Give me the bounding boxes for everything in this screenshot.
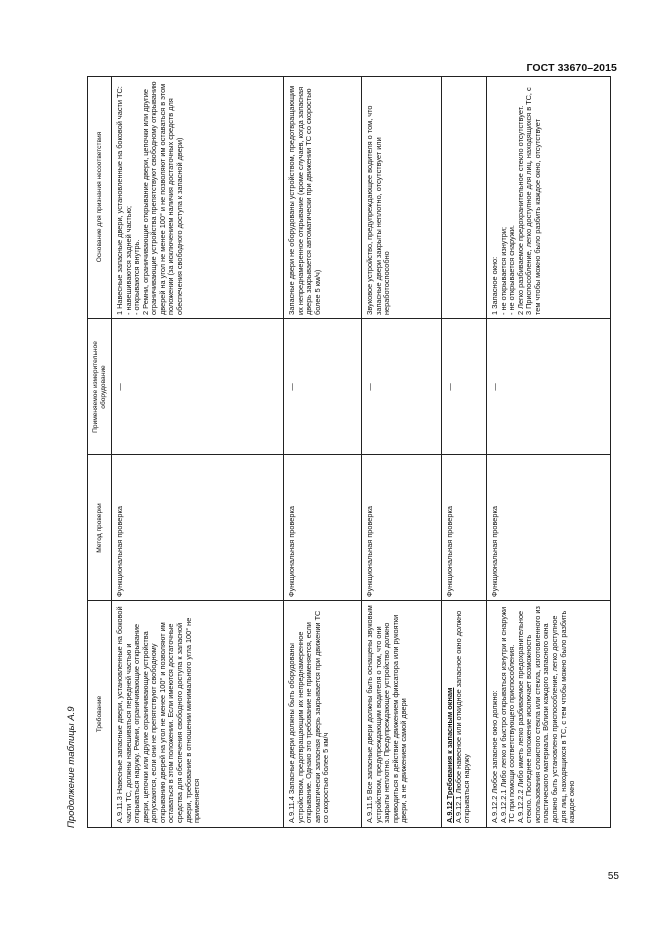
column-header-requirement: Требование [96,695,104,733]
equipment-cell: — [115,383,124,391]
requirement-text: А.9.11.3 Навесные запасные двери, установленные на боковой части ТС, должны навешиваться передней частью и открываться наружу. Ремни, ограничивающие открывание двери, цепочки или другие ограничивающие устройства допускаются, если они не препятствуют свободному открыванию дверей на угол не менее 100° и позволяют им оставаться в этом положении. Если имеются достаточные средства для обеспечения свободного доступа к запасной двери, требование в отношении минимального угла 100° не применяется [115,606,202,823]
requirement-cell [487,601,612,827]
noncompliance-line: 2 Легко разбиваемое предохранительное стекло отсутствует. [515,105,525,315]
column-divider [88,318,610,319]
table-caption: Продолжение таблицы А.9 [66,706,77,828]
noncompliance-line: 1 Навесные запасные двери, установленные на боковой части ТС: [115,86,124,315]
table-row [362,77,442,827]
noncompliance-line: 1 Запасное окно: [490,256,499,315]
column-header-equipment: Применяемое измерительное оборудование [92,341,107,433]
column-header-noncompliance: Основание для признания несоответствия [96,131,104,263]
method-cell: Функциональная проверка [115,506,124,597]
requirement-text: А.9.12.1 Любое навесное или откидное запасное окно должно открываться наружу [453,610,472,823]
requirement-cell: А.9.11.4 Запасные двери должны быть оборудованы устройством, предотвращающим их непреднамеренное открывание. Однако это требование не применяется, если автоматически запасная дверь закрывается при движении ТС со скоростью более 5 км/ч [287,610,331,823]
requirements-table [87,76,611,828]
column-divider [88,600,610,601]
column-divider [88,454,610,455]
noncompliance-cell: Запасные двери не оборудованы устройством, предотвращающим их непреднамеренное открывание (кроме случаев, когда запасная дверь закрывается автоматически при движении ТС со скоростью более 5 км/ч) [287,85,322,315]
standard-number: ГОСТ 33670–2015 [526,62,617,74]
section-title: А.9.12 Требования к запасным окнам [445,687,454,823]
noncompliance-cell [487,75,612,319]
noncompliance-cell: Звуковое устройство, предупреждающее водителя о том, что запасные двери закрыты неплотно, отсутствует или неработоспособно [365,105,392,315]
equipment-cell: — [445,383,454,391]
noncompliance-cell [112,75,283,319]
rotated-page-content [66,76,611,828]
requirement-cell: А.9.11.5 Все запасные двери должны быть оснащены звуковым устройством, предупреждающим водителя о том, что они закрыты неплотно. Предупреждающее устройство должно приводиться в действие движением фиксатора или рукоятки двери, а не движением самой двери [365,605,409,823]
requirement-cell [112,601,283,827]
page-number: 55 [607,871,619,882]
noncompliance-line: 3 Приспособление, легко доступное для лиц, находящихся в ТС, с тем чтобы можно было разбить каждое окно, отсутствует [524,87,542,315]
requirement-line: А.9.12.2 Любое запасное окно должно: [490,690,499,823]
table-row [112,77,284,827]
method-cell: Функциональная проверка [287,506,296,597]
table-row [442,77,487,827]
method-cell: Функциональная проверка [365,506,374,597]
table-header-row [88,77,112,827]
noncompliance-line: - не открывается снаружи. [507,225,517,315]
table-row [284,77,362,827]
equipment-cell: — [287,383,296,391]
equipment-cell: — [490,383,499,391]
noncompliance-line: - открываются внутрь. [132,239,142,315]
noncompliance-line: 2 Ремни, ограничивающие открывание двери, цепочки или другие ограничивающие устройства препятствуют свободному открыванию дверей на угол не менее 100° и не позволяют им оставаться в этом положении (за исключением наличия достаточных средств для обеспечения свободного доступа к запасной двери) [140,81,185,315]
method-cell: Функциональная проверка [445,506,454,597]
requirement-line: А.9.12.2.1 Либо легко и быстро открываться изнутри и снаружи ТС при помощи соответствующего приспособления. [498,606,517,823]
noncompliance-line: - не открывается изнутри; [498,226,508,315]
requirement-cell [442,601,486,827]
table-row [487,77,612,827]
method-cell: Функциональная проверка [490,506,499,597]
noncompliance-cell [442,75,486,319]
column-header-method: Метод проверки [96,503,104,553]
equipment-cell: — [365,383,374,391]
noncompliance-line: - навешиваются задней частью; [123,205,133,315]
requirement-line: А.9.12.2.2 Либо иметь легко разбиваемое предохранительное стекло. Последнее положение исключает возможность использования слоистого стекла или стекла, изготовленного из пластического материала. Вблизи каждого запасного окна должно быть установлено приспособление, легко доступное для лиц, находящихся в ТС, с тем чтобы можно было разбить каждое окно [515,606,577,823]
